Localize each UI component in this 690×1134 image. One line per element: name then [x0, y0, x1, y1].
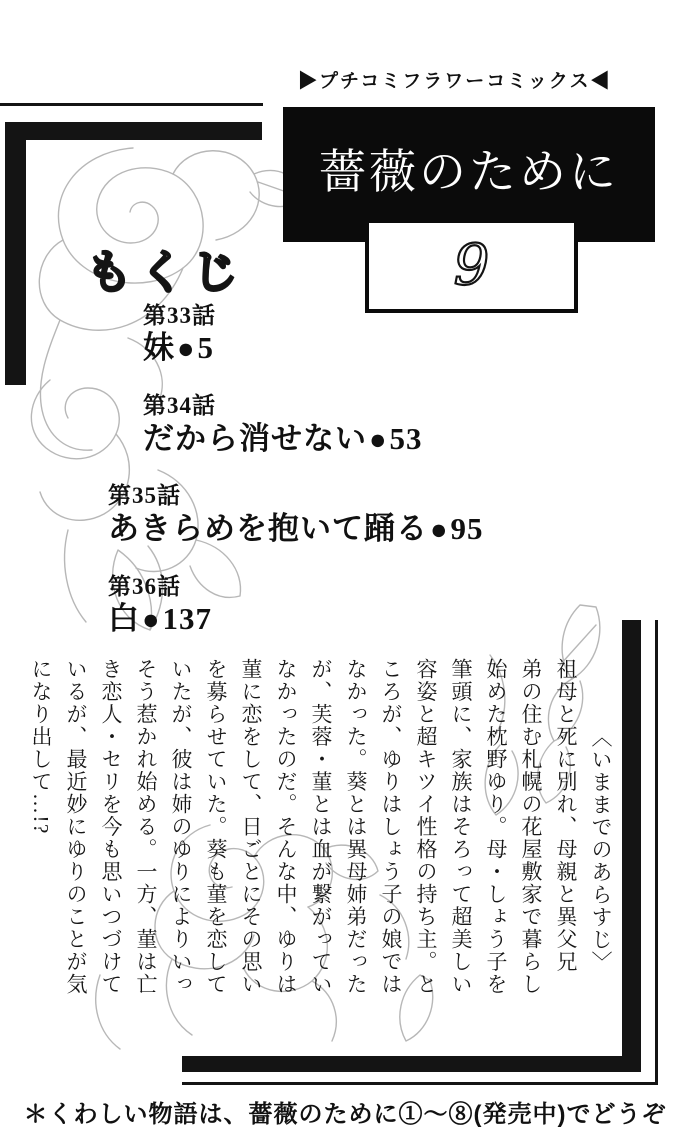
volume-number-box — [365, 219, 578, 313]
chapter-title: 白 — [108, 601, 140, 637]
synopsis-frame-line-bottom — [182, 1082, 658, 1085]
chapter-number-label: 第34話 — [143, 393, 216, 419]
synopsis-column: き恋人・セリを今も思いつづけて — [99, 658, 123, 996]
synopsis-column: いるが、最近妙にゆりのことが気 — [64, 658, 88, 996]
synopsis-column: 容姿と超キツイ性格の持ち主。と — [414, 658, 438, 996]
toc-heading: もくじ — [86, 245, 245, 299]
publisher-line: ▶プチコミフラワーコミックス◀ — [298, 71, 612, 92]
synopsis-frame-line-right — [655, 620, 658, 1085]
chapter-title: あきらめを抱いて踊る — [108, 510, 428, 546]
page-dot: ● — [177, 333, 196, 366]
chapter-title-line — [108, 510, 600, 548]
synopsis-column: 始めた枕野ゆり。母・しょう子を — [484, 658, 508, 996]
synopsis-column: 弟の住む札幌の花屋敷家で暮らし — [519, 658, 543, 996]
chapter-item — [143, 303, 600, 367]
synopsis-column: を募らせていた。葵も菫を恋して — [204, 658, 228, 996]
chapter-list — [0, 303, 600, 664]
chapter-page-number: 95 — [450, 510, 484, 546]
chapter-page-number: 53 — [389, 420, 423, 456]
synopsis-panel — [22, 658, 618, 1062]
synopsis-column: になり出して…!? — [29, 658, 53, 835]
synopsis-column: そう惹かれ始める。一方、菫は亡 — [134, 658, 158, 996]
chapter-title: 妹 — [143, 330, 175, 366]
corner-bracket-horizontal — [5, 122, 262, 140]
chapter-number-label: 第36話 — [108, 573, 181, 599]
chapter-item — [143, 393, 600, 457]
chapter-title-line — [143, 329, 600, 367]
series-title: 薔薇のために — [319, 145, 619, 198]
chapter-title-line — [108, 600, 600, 638]
top-thin-rule — [0, 103, 263, 106]
synopsis-column: が、芙蓉・菫とは血が繋がってい — [309, 658, 333, 996]
synopsis-column: ころが、ゆりはしょう子の娘では — [379, 658, 403, 996]
footer-note: ＊くわしい物語は、薔薇のために①～⑧(発売中)でどうぞ — [23, 1101, 667, 1128]
volume-number: 9 — [453, 233, 490, 298]
synopsis-column: なかったのだ。そんな中、ゆりは — [274, 658, 298, 996]
synopsis-column: 筆頭に、家族はそろって超美しい — [449, 658, 473, 996]
synopsis-column: なかった。葵とは異母姉弟だった — [344, 658, 368, 996]
chapter-title-line — [143, 420, 600, 458]
chapter-item — [108, 574, 600, 638]
chapter-item — [108, 483, 600, 547]
synopsis-column: 祖母と死に別れ、母親と異父兄 — [554, 658, 578, 973]
chapter-title: だから消せない — [143, 420, 367, 456]
page-dot: ● — [142, 604, 161, 637]
page-dot: ● — [430, 513, 449, 546]
synopsis-frame-bar-right — [622, 620, 641, 1072]
synopsis-column: いたが、彼は姉のゆりによりいっ — [169, 658, 193, 996]
page-dot: ● — [369, 423, 388, 456]
chapter-number-label: 第35話 — [108, 483, 181, 509]
synopsis-column: 菫に恋をして、日ごとにその思い — [239, 658, 263, 996]
chapter-page-number: 5 — [197, 330, 215, 366]
synopsis-heading: 〈いままでのあらすじ〉 — [589, 726, 613, 974]
chapter-page-number: 137 — [162, 601, 213, 637]
chapter-number-label: 第33話 — [143, 303, 216, 328]
